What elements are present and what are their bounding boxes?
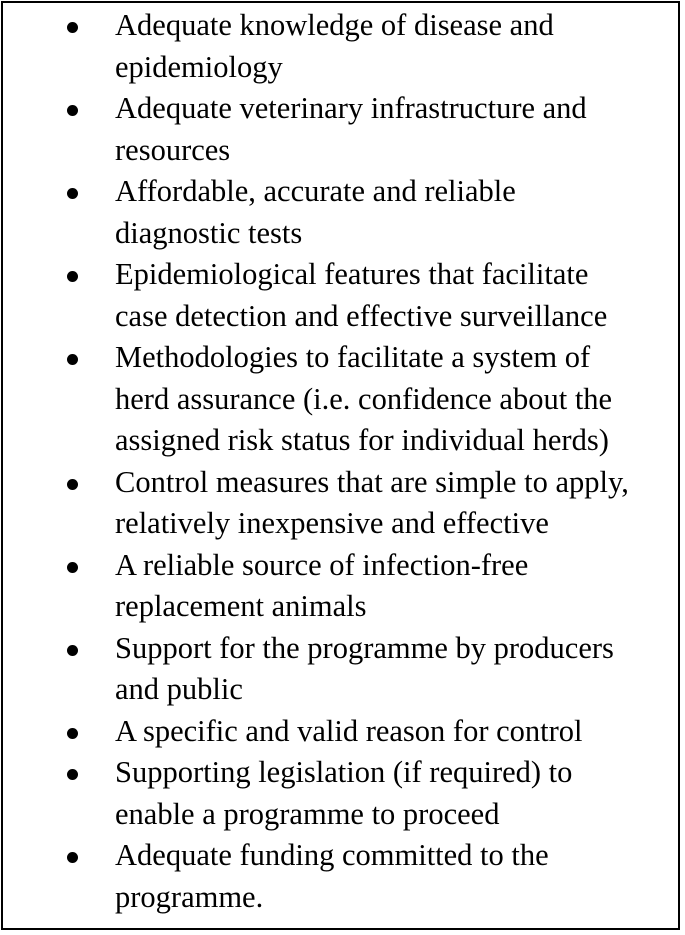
list-item-line: epidemiology <box>115 49 283 84</box>
bullet-icon <box>67 728 78 739</box>
list-item <box>3 88 682 171</box>
list-item-line: Affordable, accurate and reliable <box>115 174 516 208</box>
list-item-line: case detection and effective surveillance <box>115 298 608 333</box>
list-item-line: A reliable source of infection-free <box>115 547 529 582</box>
bullet-icon <box>67 769 78 780</box>
requirements-box <box>1 1 680 930</box>
bullet-icon <box>67 22 78 33</box>
bullet-icon <box>67 562 78 573</box>
list-item-line: A specific and valid reason for control <box>115 713 583 748</box>
list-item <box>3 628 682 711</box>
bullet-icon <box>67 105 78 116</box>
list-item-line: diagnostic tests <box>115 215 303 250</box>
list-item-line: Methodologies to facilitate a system of <box>115 340 591 374</box>
list-item <box>3 835 682 918</box>
bullet-icon <box>67 852 78 863</box>
list-item <box>3 337 682 462</box>
list-item-line: programme. <box>115 879 264 914</box>
bullet-icon <box>67 479 78 490</box>
list-item-line: herd assurance (i.e. confidence about the <box>115 381 613 416</box>
list-item-line: Adequate veterinary infrastructure and <box>115 91 587 125</box>
list-item-line: and public <box>115 672 243 706</box>
list-item-line: replacement animals <box>115 589 367 623</box>
list-item-line: Adequate funding committed to the <box>115 838 549 872</box>
list-item-line: Adequate knowledge of disease and <box>115 8 554 42</box>
list-item <box>3 5 682 88</box>
bullet-icon <box>67 645 78 656</box>
list-item <box>3 171 682 254</box>
list-item <box>3 545 682 628</box>
list-item-line: Epidemiological features that facilitate <box>115 257 589 291</box>
list-item-line: relatively inexpensive and effective <box>115 506 549 540</box>
list-item-line: Supporting legislation (if required) to <box>115 755 573 789</box>
list-item <box>3 462 682 545</box>
bullet-icon <box>67 271 78 282</box>
list-item-line: resources <box>115 132 231 167</box>
list-item-line: Control measures that are simple to apply, <box>115 464 629 499</box>
bullet-icon <box>67 354 78 365</box>
list-item-line: Support for the programme by producers <box>115 630 614 665</box>
list-item-line: enable a programme to proceed <box>115 796 500 831</box>
requirements-list <box>3 5 682 918</box>
list-item <box>3 254 682 337</box>
list-item-line: assigned risk status for individual herds) <box>115 423 609 457</box>
list-item <box>3 711 682 753</box>
list-item <box>3 752 682 835</box>
bullet-icon <box>67 188 78 199</box>
